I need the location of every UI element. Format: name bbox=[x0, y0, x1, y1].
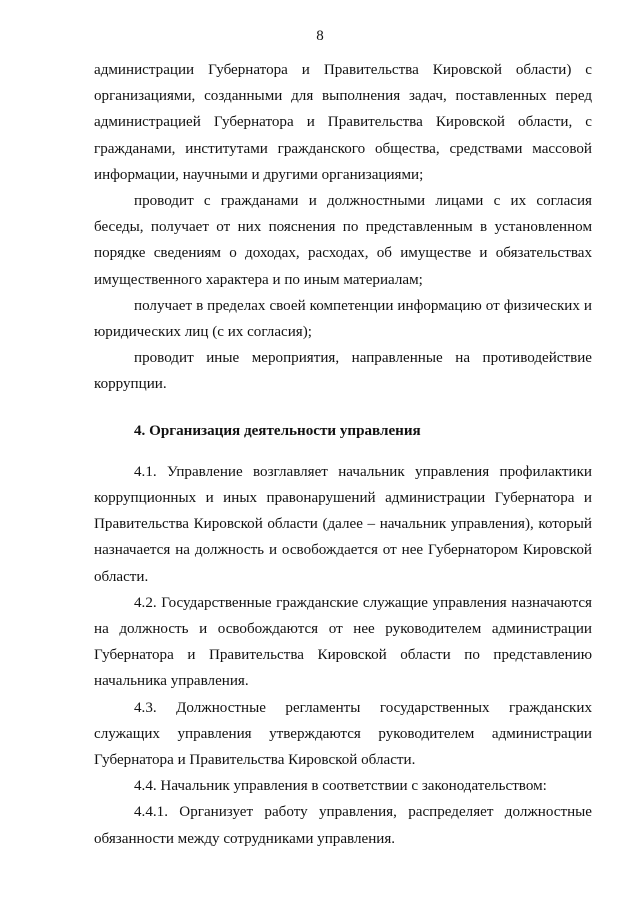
paragraph-4-4-1: 4.4.1. Организует работу управления, распределяет должностные обязанности между сотрудниками управления. bbox=[94, 804, 592, 847]
paragraph-4-1: 4.1. Управление возглавляет начальник управления профилактики коррупционных и иных правонарушений администрации Губернатора и Правительства Кировской области (далее – начальник управления), который назначается на должность и освобождается от нее Губернатором Кировской области. bbox=[94, 463, 592, 585]
section-heading: 4. Организация деятельности управления bbox=[134, 422, 421, 439]
paragraph-other-measures: проводит иные мероприятия, направленные на противодействие коррупции. bbox=[94, 350, 592, 393]
paragraph-4-2: 4.2. Государственные гражданские служащие управления назначаются на должность и освобождаются от нее руководителем администрации Губернатора и Правительства Кировской области по представлению начальника управления. bbox=[94, 594, 592, 690]
spacer bbox=[94, 398, 592, 418]
paragraph-continuation: администрации Губернатора и Правительства Кировской области) с организациями, созданными для выполнения задач, поставленных перед администрацией Губернатора и Правительства Кировской области, с гражданами, институтами гражданского общества, средствами массовой информации, научными и другими организациями; bbox=[94, 62, 592, 183]
page-number: 8 bbox=[316, 28, 324, 44]
paragraph-interviews: проводит с гражданами и должностными лицами с их согласия беседы, получает от них пояснения по представленным в установленном порядке сведениям о доходах, расходах, об имуществе и обязательствах имущественного характера и по иным материалам; bbox=[94, 193, 592, 288]
paragraph-4-4: 4.4. Начальник управления в соответствии с законодательством: bbox=[134, 778, 547, 795]
paragraph-information: получает в пределах своей компетенции информацию от физических и юридических лиц (с их согласия); bbox=[94, 297, 592, 341]
document-body bbox=[94, 57, 592, 852]
spacer bbox=[94, 444, 592, 459]
paragraph-4-3: 4.3. Должностные регламенты государственных гражданских служащих управления утверждаются руководителем администрации Губернатора и Правительства Кировской области. bbox=[94, 699, 592, 769]
